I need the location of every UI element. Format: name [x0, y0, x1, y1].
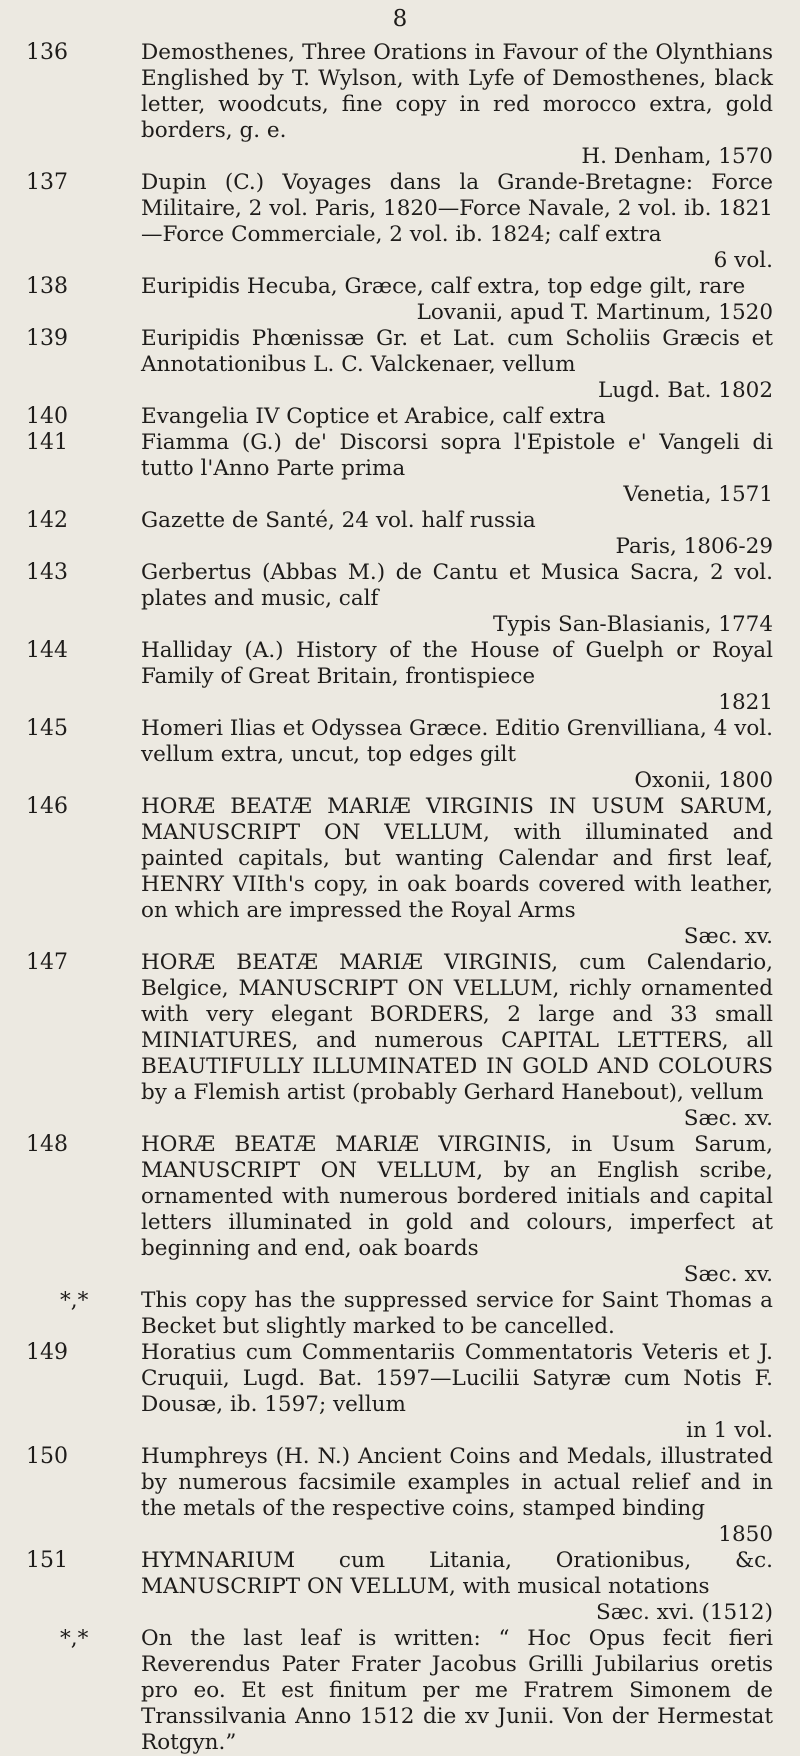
entry-description: HORÆ BEATÆ MARIÆ VIRGINIS, in Usum Sarum, MANUSCRIPT ON VELLUM, by an English scribe, ornamented with numerous bordered initials and capital letters illuminated in gold and colours, imperfect at beginning and end, oak boards	[141, 1132, 773, 1261]
lot-number: 136	[26, 40, 68, 65]
catalogue-entry	[0, 508, 800, 560]
entry-imprint: Sæc. xv.	[683, 1262, 773, 1287]
catalogue-entry	[0, 170, 800, 274]
entry-description: HORÆ BEATÆ MARIÆ VIRGINIS IN USUM SARUM, MANUSCRIPT ON VELLUM, with illuminated and painted capitals, but wanting Calendar and first leaf, HENRY VIIth's copy, in oak boards covered with leather, on which are impressed the Royal Arms	[141, 794, 773, 923]
catalogue-entry	[0, 950, 800, 1132]
lot-number: 138	[26, 274, 68, 299]
entry-imprint: Oxonii, 1800	[634, 768, 773, 793]
lot-number: 151	[26, 1548, 68, 1573]
entry-body	[141, 1548, 773, 1626]
entry-description: HYMNARIUM cum Litania, Orationibus, &c. MANUSCRIPT ON VELLUM, with musical notations	[141, 1548, 773, 1599]
note-text: On the last leaf is written: “ Hoc Opus fecit fieri Reverendus Pater Frater Jacobus Grilli Jubilarius oretis pro eo. Et est finitum per me Fratrem Simonem de Transsilvania Anno 1512 die xv Junii. Von der Hermestat Rotgyn.”	[141, 1626, 773, 1755]
entry-imprint: Sæc. xv.	[683, 1106, 773, 1131]
entry-description: Halliday (A.) History of the House of Guelph or Royal Family of Great Britain, frontispiece	[141, 638, 773, 689]
catalogue-entry	[0, 404, 800, 430]
lot-number: 139	[26, 326, 68, 351]
entry-body	[141, 404, 773, 430]
entry-description: Dupin (C.) Voyages dans la Grande-Bretagne: Force Militaire, 2 vol. Paris, 1820—Force Navale, 2 vol. ib. 1821—Force Commerciale, 2 vol. ib. 1824; calf extra	[141, 170, 773, 247]
entry-body	[141, 170, 773, 274]
entry-description: HORÆ BEATÆ MARIÆ VIRGINIS, cum Calendario, Belgice, MANUSCRIPT ON VELLUM, richly ornamented with very elegant BORDERS, 2 large and 33 small MINIATURES, and numerous CAPITAL LETTERS, all BEAUTIFULLY ILLUMINATED IN GOLD AND COLOURS by a Flemish artist (probably Gerhard Hanebout), vellum	[141, 950, 773, 1105]
lot-number: 147	[26, 950, 68, 975]
entry-imprint: Venetia, 1571	[623, 482, 773, 507]
catalogue-entry	[0, 716, 800, 794]
entry-body	[141, 716, 773, 794]
entry-body	[141, 274, 773, 326]
lot-number: 150	[26, 1444, 68, 1469]
entry-imprint: H. Denham, 1570	[581, 144, 773, 169]
catalogue-entry	[0, 274, 800, 326]
entry-body	[141, 326, 773, 404]
entry-body	[141, 794, 773, 950]
lot-number: 143	[26, 560, 68, 585]
catalogue-entry	[0, 560, 800, 638]
page-number: 8	[392, 6, 408, 32]
entry-imprint: Lovanii, apud T. Martinum, 1520	[416, 300, 773, 325]
entry-imprint: 1821	[718, 690, 773, 715]
entry-body	[141, 40, 773, 170]
entry-description: Horatius cum Commentariis Commentatoris Veteris et J. Cruquii, Lugd. Bat. 1597—Lucilii Satyræ cum Notis F. Dousæ, ib. 1597; vellum	[141, 1340, 773, 1417]
entry-imprint: Paris, 1806-29	[615, 534, 773, 559]
catalogue-entry	[0, 1444, 800, 1548]
entry-description: Euripidis Hecuba, Græce, calf extra, top edge gilt, rare	[141, 274, 746, 299]
lot-number: 146	[26, 794, 68, 819]
entry-imprint: in 1 vol.	[686, 1418, 773, 1443]
entry-body	[141, 1444, 773, 1548]
lot-number: 144	[26, 638, 68, 663]
entry-description: Humphreys (H. N.) Ancient Coins and Medals, illustrated by numerous facsimile examples in actual relief and in the metals of the respective coins, stamped binding	[141, 1444, 773, 1521]
lot-number: 141	[26, 430, 68, 455]
catalogue-entry	[0, 1132, 800, 1288]
entry-body	[141, 1132, 773, 1288]
entry-body	[141, 1340, 773, 1444]
lot-number: 149	[26, 1340, 68, 1365]
entry-imprint: 6 vol.	[713, 248, 773, 273]
entry-imprint: 1850	[718, 1522, 773, 1547]
entry-description: Euripidis Phœnissæ Gr. et Lat. cum Scholiis Græcis et Annotationibus L. C. Valckenaer, vellum	[141, 326, 773, 377]
entry-description: Demosthenes, Three Orations in Favour of the Olynthians Englished by T. Wylson, with Lyfe of Demosthenes, black letter, woodcuts, fine copy in red morocco extra, gold borders, g. e.	[141, 40, 773, 143]
entry-imprint: Sæc. xvi. (1512)	[596, 1600, 773, 1625]
note-mark: *,*	[60, 1626, 89, 1651]
entry-description: Evangelia IV Coptice et Arabice, calf extra	[141, 404, 606, 429]
lot-number: 142	[26, 508, 68, 533]
entry-body	[141, 508, 773, 560]
lot-number: 148	[26, 1132, 68, 1157]
catalogue-entry	[0, 638, 800, 716]
entry-imprint: Lugd. Bat. 1802	[598, 378, 773, 403]
entries-list	[0, 40, 800, 1756]
entry-description: Gazette de Santé, 24 vol. half russia	[141, 508, 536, 533]
note-text: This copy has the suppressed service for Saint Thomas a Becket but slightly marked to be cancelled.	[141, 1288, 773, 1339]
entry-body	[141, 950, 773, 1132]
entry-imprint: Sæc. xv.	[683, 924, 773, 949]
entry-body	[141, 638, 773, 716]
entry-description: Fiamma (G.) de' Discorsi sopra l'Epistole e' Vangeli di tutto l'Anno Parte prima	[141, 430, 773, 481]
catalogue-entry	[0, 326, 800, 404]
entry-description: Gerbertus (Abbas M.) de Cantu et Musica Sacra, 2 vol. plates and music, calf	[141, 560, 773, 611]
catalogue-entry	[0, 430, 800, 508]
entry-body	[141, 430, 773, 508]
catalogue-entry	[0, 1340, 800, 1444]
entry-description: Homeri Ilias et Odyssea Græce. Editio Grenvilliana, 4 vol. vellum extra, uncut, top edges gilt	[141, 716, 773, 767]
catalogue-entry	[0, 794, 800, 950]
note-mark: *,*	[60, 1288, 89, 1313]
entry-body	[141, 560, 773, 638]
note-136-becket	[0, 1288, 800, 1340]
note-151-inscription	[0, 1626, 800, 1756]
lot-number: 140	[26, 404, 68, 429]
catalogue-entry	[0, 1548, 800, 1626]
entry-imprint: Typis San-Blasianis, 1774	[492, 612, 773, 637]
lot-number: 145	[26, 716, 68, 741]
catalogue-entry	[0, 40, 800, 170]
lot-number: 137	[26, 170, 68, 195]
